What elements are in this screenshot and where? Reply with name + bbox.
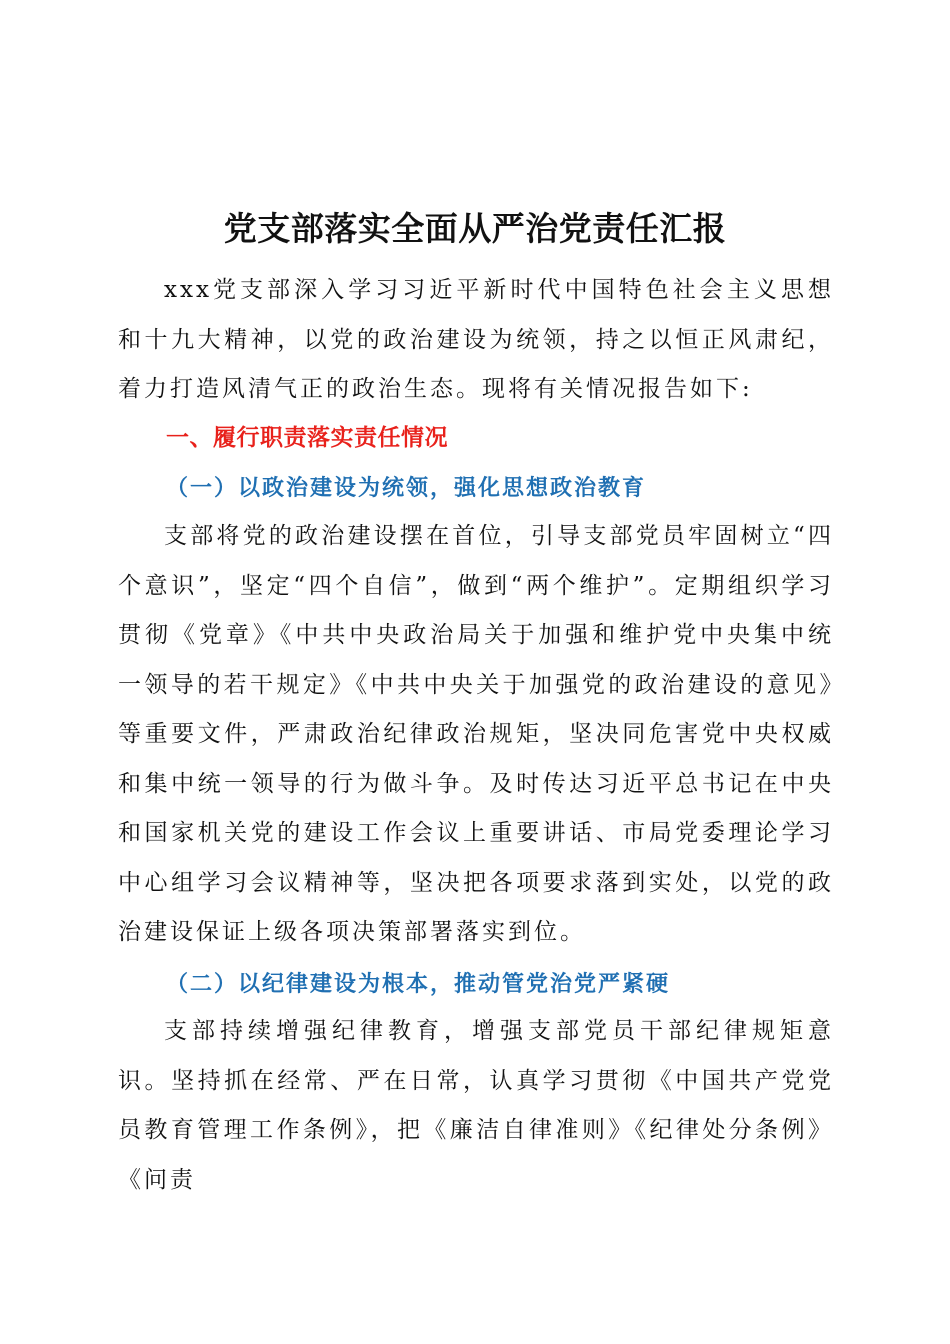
section-heading: 一、履行职责落实责任情况: [166, 425, 448, 451]
subsection-body-2: 支部持续增强纪律教育，增强支部党员干部纪律规矩意识。坚持抓在经常、严在日常，认真学习贯彻《中国共产党党员教育管理工作条例》，把《廉洁自律准则》《纪律处分条例》《问责: [118, 1018, 834, 1193]
subsection-body-1: 支部将党的政治建设摆在首位，引导支部党员牢固树立“四个意识”，坚定“四个自信”，做到“两个维护”。定期组织学习贯彻《党章》《中共中央政治局关于加强和维护党中央集中统一领导的若干规定》《中共中央关于加强党的政治建设的意见》等重要文件，严肃政治纪律政治规矩，坚决同危害党中央权威和集中统一领导的行为做斗争。及时传达习近平总书记在中央和国家机关党的建设工作会议上重要讲话、市局党委理论学习中心组学习会议精神等，坚决把各项要求落到实处，以党的政治建设保证上级各项决策部署落实到位。: [118, 523, 834, 945]
subsection-heading-1: （一）以政治建设为统领，强化思想政治教育: [166, 475, 647, 501]
subsection-heading-2: （二）以纪律建设为根本，推动管党治党严紧硬: [166, 971, 671, 997]
intro-paragraph: xxx党支部深入学习习近平新时代中国特色社会主义思想和十九大精神，以党的政治建设为统领，持之以恒正风肃纪，着力打造风清气正的政治生态。现将有关情况报告如下:: [118, 277, 834, 402]
document-title: 党支部落实全面从严治党责任汇报: [223, 209, 727, 249]
